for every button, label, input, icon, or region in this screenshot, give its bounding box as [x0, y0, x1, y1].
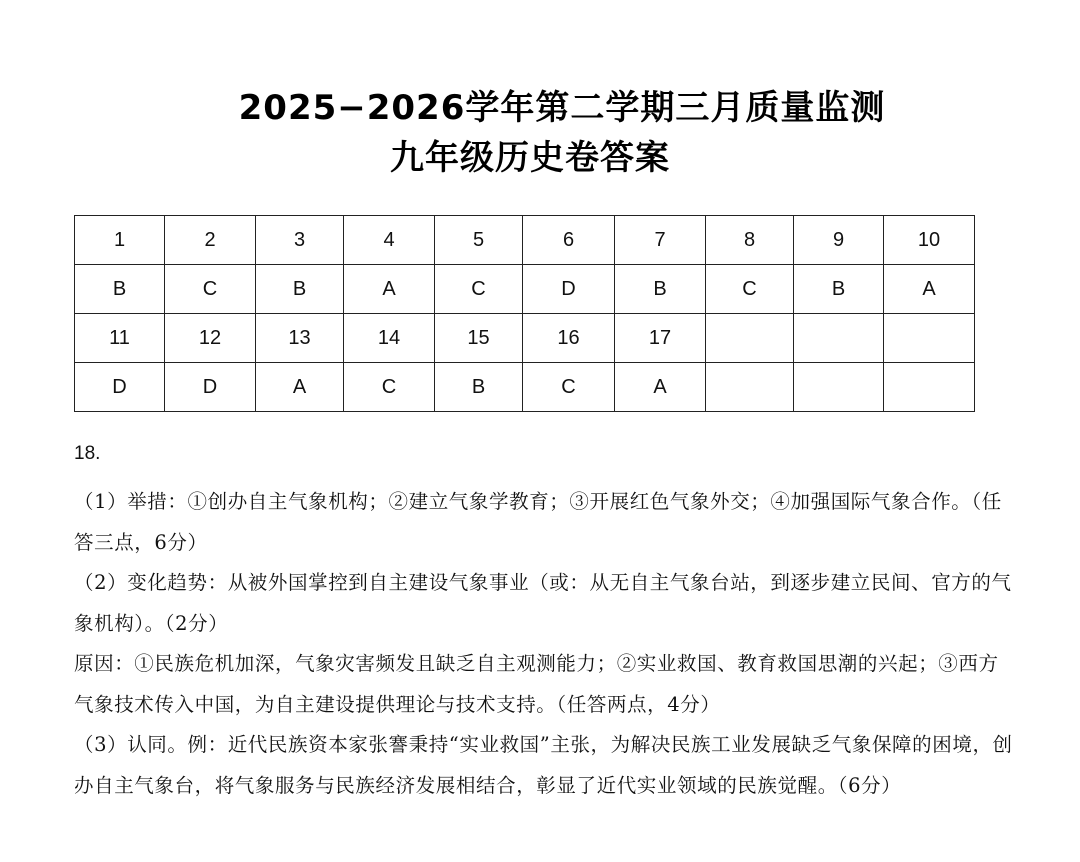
question-number-cell: 17 [615, 314, 706, 363]
question-number-cell: 15 [435, 314, 523, 363]
answer-cell: C [435, 265, 523, 314]
answer-cell: A [344, 265, 435, 314]
answer-cell: B [435, 363, 523, 412]
answer-paragraph: （1）举措：①创办自主气象机构；②建立气象学教育；③开展红色气象外交；④加强国际气象合作。（任答三点，6分） [74, 490, 1002, 554]
question-number-cell: 1 [75, 216, 165, 265]
question-number-cell: 12 [165, 314, 256, 363]
answer-cell: D [523, 265, 615, 314]
question-number-cell: 3 [256, 216, 344, 265]
answer-body [74, 482, 1014, 806]
answer-cell: C [165, 265, 256, 314]
answer-cell: C [344, 363, 435, 412]
answer-cell: C [523, 363, 615, 412]
question-number-cell: 2 [165, 216, 256, 265]
answer-cell: B [256, 265, 344, 314]
question-number-cell: 13 [256, 314, 344, 363]
answer-cell: C [706, 265, 794, 314]
question-number-cell: 14 [344, 314, 435, 363]
question-number-cell: 9 [794, 216, 884, 265]
answer-paragraph: （2）变化趋势：从被外国掌控到自主建设气象事业（或：从无自主气象台站，到逐步建立民间、官方的气象机构）。（2分） [74, 571, 1012, 635]
question-number-cell: 7 [615, 216, 706, 265]
question-number-cell [794, 314, 884, 363]
answer-cell: A [615, 363, 706, 412]
answer-cell: D [75, 363, 165, 412]
answer-cell: B [794, 265, 884, 314]
answer-cell [884, 363, 975, 412]
question-number-cell: 5 [435, 216, 523, 265]
question-number-cell: 10 [884, 216, 975, 265]
answer-cell: A [256, 363, 344, 412]
question-number-row [75, 314, 975, 363]
answer-paragraph: （3）认同。例：近代民族资本家张謇秉持“实业救国”主张，为解决民族工业发展缺乏气象保障的困境，创办自主气象台，将气象服务与民族经济发展相结合，彰显了近代实业领域的民族觉醒。（6分） [74, 733, 1013, 797]
question-number-cell: 11 [75, 314, 165, 363]
question-number-cell: 6 [523, 216, 615, 265]
question-number-cell [706, 314, 794, 363]
question-number-cell [884, 314, 975, 363]
question-number-row [75, 216, 975, 265]
answer-table [74, 215, 975, 412]
answer-cell [794, 363, 884, 412]
answer-cell: A [884, 265, 975, 314]
answer-cell [706, 363, 794, 412]
answer-key-row [75, 265, 975, 314]
question-number-cell: 4 [344, 216, 435, 265]
answer-cell: D [165, 363, 256, 412]
question-number-cell: 16 [523, 314, 615, 363]
answer-cell: B [75, 265, 165, 314]
question-number: 18. [74, 443, 101, 464]
answer-key-row [75, 363, 975, 412]
exam-title: 2025−2026学年第二学期三月质量监测 [238, 88, 886, 128]
answer-cell: B [615, 265, 706, 314]
exam-subtitle: 九年级历史卷答案 [390, 138, 670, 178]
question-number-cell: 8 [706, 216, 794, 265]
answer-paragraph: 原因：①民族危机加深，气象灾害频发且缺乏自主观测能力；②实业救国、教育救国思潮的兴起；③西方气象技术传入中国，为自主建设提供理论与技术支持。（任答两点，4分） [74, 652, 999, 716]
